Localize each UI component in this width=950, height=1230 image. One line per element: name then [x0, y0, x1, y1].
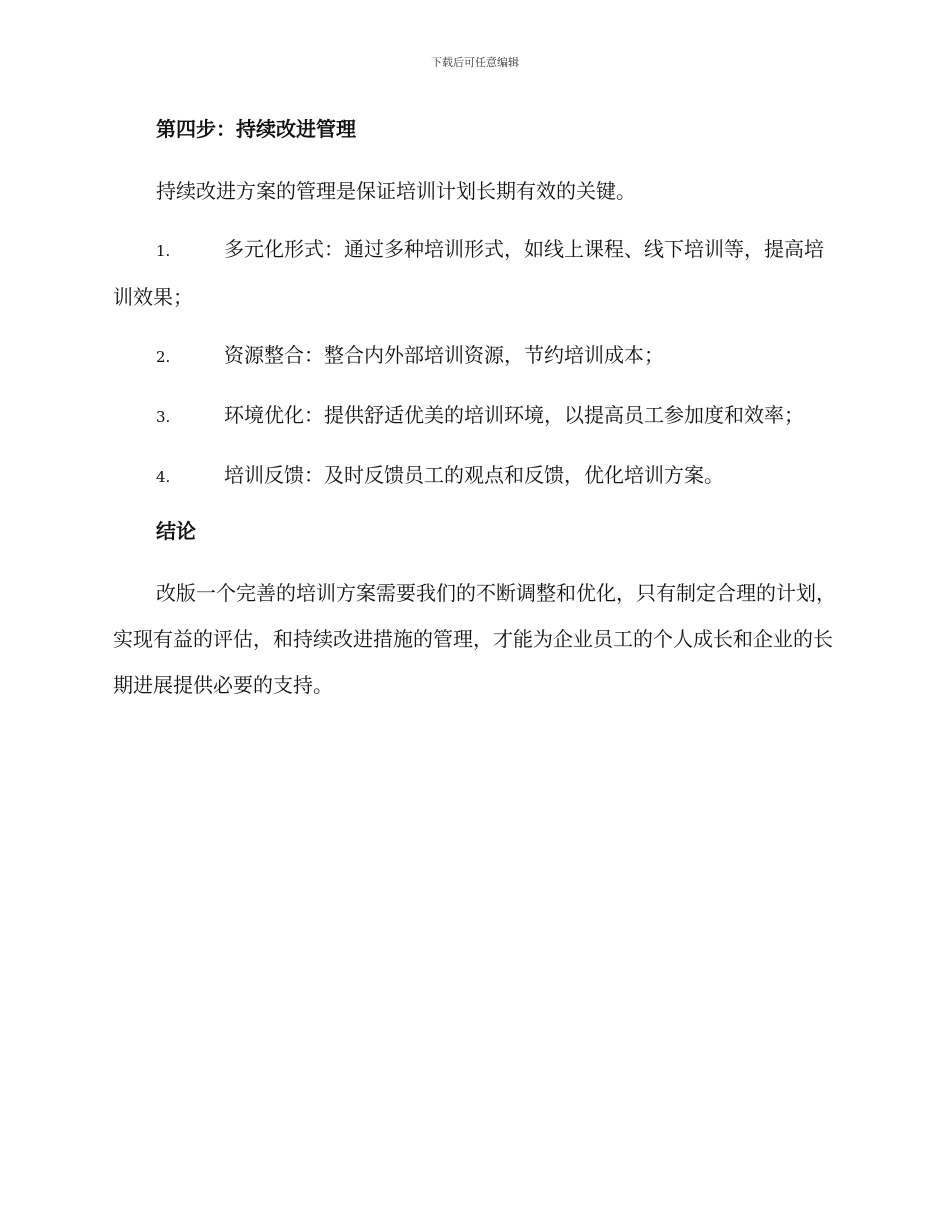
list-text: 资源整合：整合内外部培训资源，节约培训成本；	[224, 343, 664, 367]
list-number: 2.	[156, 348, 171, 366]
document-body	[113, 110, 837, 720]
list-item	[113, 392, 837, 440]
list-number: 1.	[156, 242, 171, 260]
conclusion-heading: 结论	[156, 519, 196, 543]
list-number: 4.	[156, 468, 171, 486]
conclusion-body: 改版一个完善的培训方案需要我们的不断调整和优化，只有制定合理的计划，实现有益的评估，和持续改进措施的管理，才能为企业员工的个人成长和企业的长期进展提供必要的支持。	[113, 581, 836, 697]
list-text: 环境优化：提供舒适优美的培训环境，以提高员工参加度和效率；	[224, 403, 804, 427]
list-item	[113, 226, 837, 320]
list-item	[113, 332, 837, 380]
step4-heading: 第四步：持续改进管理	[156, 117, 356, 141]
header-note: 下载后可任意编辑	[431, 56, 519, 69]
list-number: 3.	[156, 408, 171, 426]
step4-intro: 持续改进方案的管理是保证培训计划长期有效的关键。	[156, 179, 636, 203]
list-text: 培训反馈：及时反馈员工的观点和反馈，优化培训方案。	[224, 463, 724, 487]
list-item	[113, 452, 837, 500]
list-text: 多元化形式：通过多种培训形式，如线上课程、线下培训等，提高培训效果；	[113, 237, 824, 309]
